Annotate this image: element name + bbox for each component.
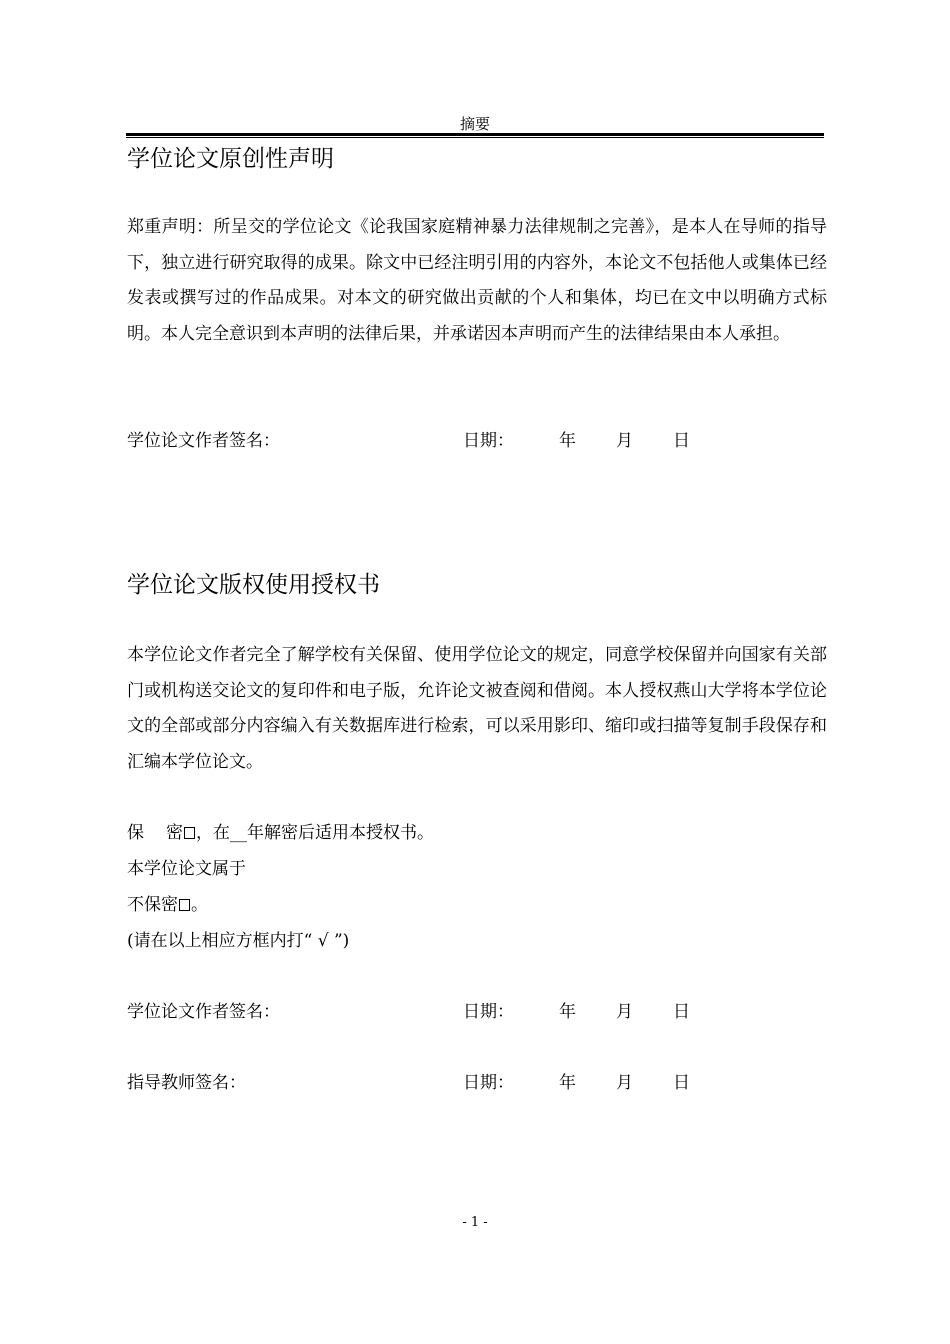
non-confidential-option bbox=[127, 893, 208, 917]
date-label: 日期： bbox=[463, 1002, 514, 1022]
authorization-author-signature-row bbox=[127, 1000, 827, 1024]
confidential-checkbox[interactable] bbox=[184, 827, 195, 839]
month-label: 月 bbox=[616, 431, 633, 451]
month-label: 月 bbox=[616, 1002, 633, 1022]
declaration-signature-row bbox=[127, 429, 827, 453]
declaration-heading: 学位论文原创性声明 bbox=[127, 146, 334, 172]
non-confidential-end: 。 bbox=[191, 895, 208, 915]
day-label: 日 bbox=[673, 1073, 690, 1093]
advisor-signature-label: 指导教师签名： bbox=[127, 1073, 246, 1093]
header-rule-thin bbox=[126, 137, 824, 138]
year-label: 年 bbox=[559, 1073, 576, 1093]
authorization-heading: 学位论文版权使用授权书 bbox=[127, 572, 380, 598]
page-number: - 1 - bbox=[462, 1215, 488, 1230]
day-label: 日 bbox=[673, 1002, 690, 1022]
header-rule bbox=[126, 133, 824, 136]
confidential-option bbox=[127, 821, 434, 845]
date-label: 日期： bbox=[463, 1073, 514, 1093]
year-label: 年 bbox=[559, 1002, 576, 1022]
author-signature-label: 学位论文作者签名： bbox=[127, 1002, 280, 1022]
authorization-body: 本学位论文作者完全了解学校有关保留、使用学位论文的规定，同意学校保留并向国家有关部门或机构送交论文的复印件和电子版，允许论文被查阅和借阅。本人授权燕山大学将本学位论文的全部或部分内容编入有关数据库进行检索，可以采用影印、缩印或扫描等复制手段保存和汇编本学位论文。 bbox=[127, 645, 827, 772]
date-label: 日期： bbox=[463, 431, 514, 451]
belongs-to-line: 本学位论文属于 bbox=[127, 859, 246, 879]
running-header: 摘要 bbox=[459, 115, 490, 133]
advisor-signature-row bbox=[127, 1071, 827, 1095]
year-label: 年 bbox=[559, 431, 576, 451]
day-label: 日 bbox=[673, 431, 690, 451]
month-label: 月 bbox=[616, 1073, 633, 1093]
non-confidential-checkbox[interactable] bbox=[179, 899, 190, 911]
confidential-word: 密 bbox=[166, 823, 183, 843]
author-signature-label: 学位论文作者签名： bbox=[127, 431, 280, 451]
confidential-suffix: ，在__年解密后适用本授权书。 bbox=[196, 823, 434, 843]
checkbox-instruction: (请在以上相应方框内打“ √ ”) bbox=[127, 931, 350, 951]
declaration-body: 郑重声明：所呈交的学位论文《论我国家庭精神暴力法律规制之完善》，是本人在导师的指导下，独立进行研究取得的成果。除文中已经注明引用的内容外，本论文不包括他人或集体已经发表或撰写过的作品成果。对本文的研究做出贡献的个人和集体，均已在文中以明确方式标明。本人完全意识到本声明的法律后果，并承诺因本声明而产生的法律结果由本人承担。 bbox=[127, 217, 827, 344]
non-confidential-text: 不保密 bbox=[127, 895, 178, 915]
confidential-prefix: 保 bbox=[127, 823, 144, 843]
